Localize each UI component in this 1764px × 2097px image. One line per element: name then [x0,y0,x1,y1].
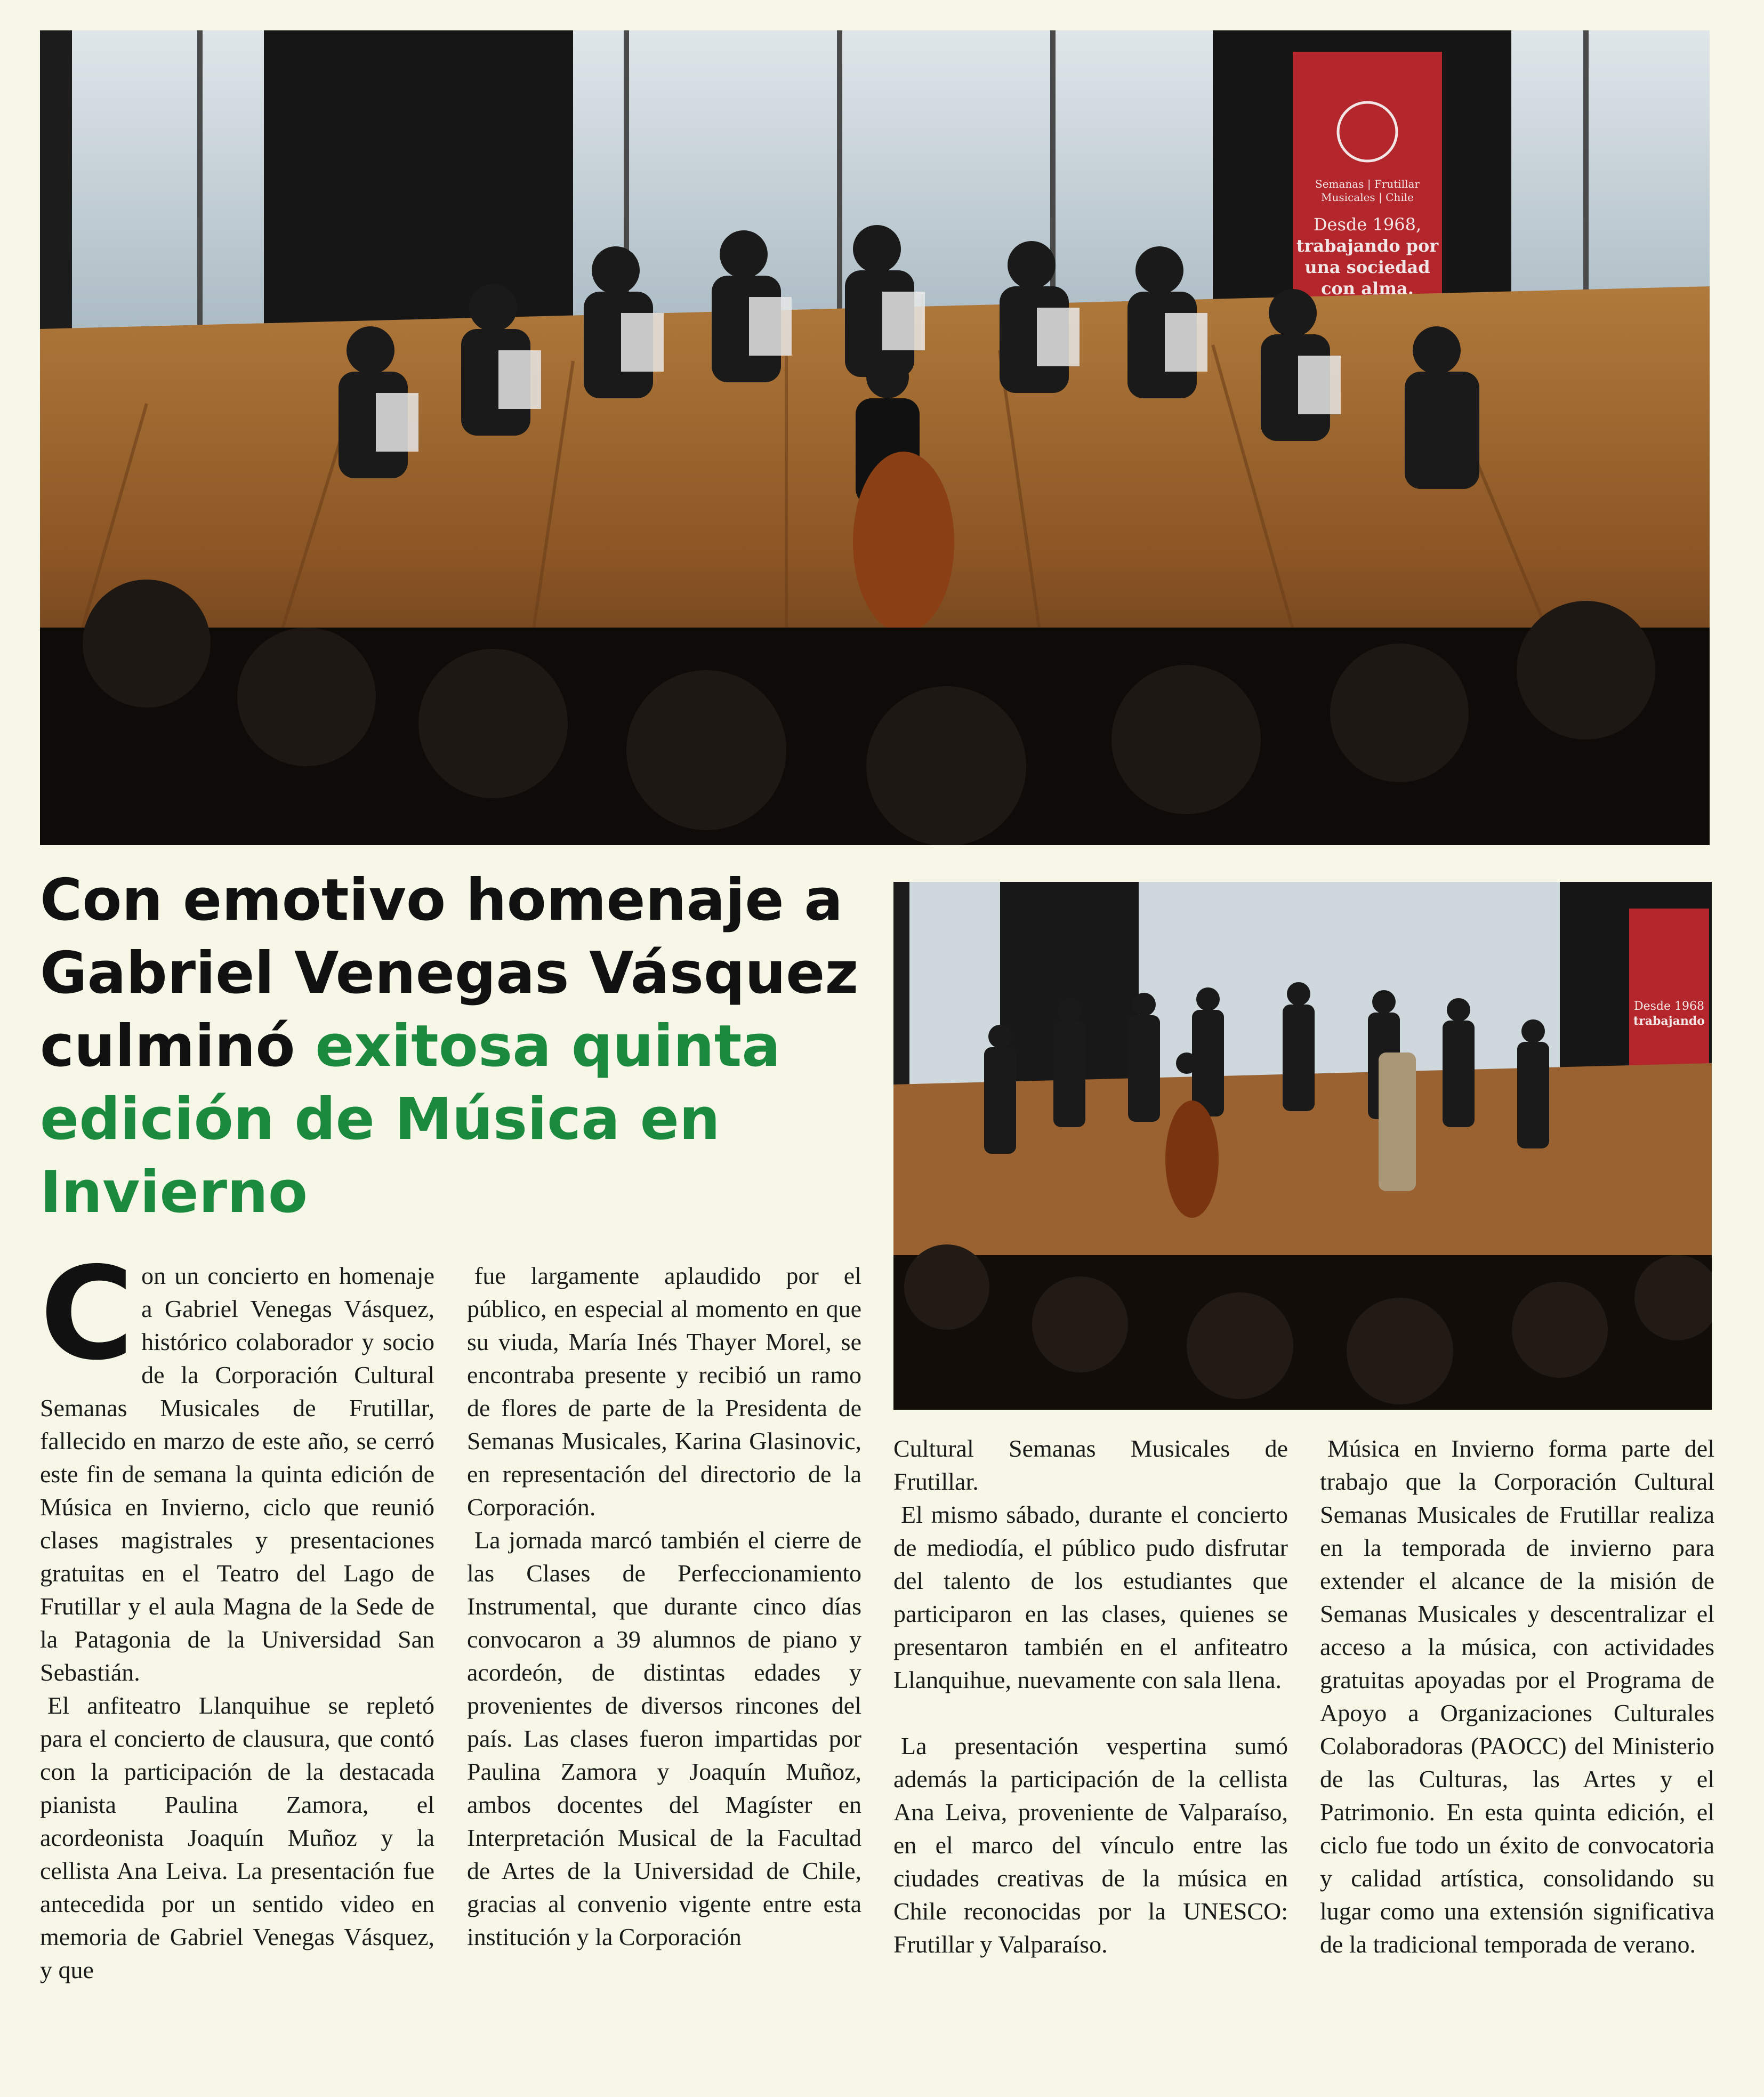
concert-photo-top [40,30,1710,845]
drop-cap: C [40,1239,134,1388]
paragraph-text: on un concierto en homenaje a Gabriel Venegas Vásquez, histórico colaborador y socio de la Corporación Cultural Semanas Musicales de Frutillar, fallecido en marzo de este año, se cerró este fin de semana la quinta edición de Música en Invierno, ciclo que reunió clases magistrales y presentaciones gratuitas en el Teatro del Lago de Frutillar y el aula Magna de la Sede de la Patagonia de la Universidad San Sebastián. [40,1262,434,1686]
article-column-4 [1320,1432,1714,1961]
article-paragraph: La presentación vespertina sumó además la participación de la cellista Ana Leiva, proveniente de Valparaíso, en el marco del vínculo entre las ciudades creativas de la música en Chile reconocidas por la UNESCO: Frutillar y Valparaíso. [893,1732,1288,1958]
banner-text-line: Desde 1968, [1313,214,1422,235]
article-paragraph: La jornada marcó también el cierre de las Clases de Perfeccionamiento Instrumental, que durante cinco días convocaron a 39 alumnos de piano y acordeón, de distintas edades y provenientes de diversos rincones del país. Las clases fueron impartidas por Paulina Zamora y Joaquín Muñoz, ambos docentes del Magíster en Interpretación Musical de la Facultad de Artes de la Universidad de Chile, gracias al convenio vigente entre esta institución y la Corporación [467,1526,861,1950]
article-paragraph: El anfiteatro Llanquihue se repletó para el concierto de clausura, que contó con la participación de la destacada pianista Paulina Zamora, el acordeonista Joaquín Muñoz y la cellista Ana Leiva. La presentación fue antecedida por un sentido video en memoria de Gabriel Venegas Vásquez, y que [40,1692,434,1983]
banner-text-line: trabajando por [1296,236,1439,256]
article-paragraph: Cultural Semanas Musicales de Frutillar. [893,1435,1288,1495]
banner-text-line: Desde 1968 [1633,1000,1705,1013]
article-column-3 [893,1432,1288,1961]
banner-text-line: Semanas | Frutillar [1315,178,1420,190]
banner-text-line: Musicales | Chile [1321,191,1414,204]
article-column-2 [467,1259,861,1954]
banner-text-line: una sociedad [1304,257,1430,277]
headline-green-part: exitosa quinta edición de Música en Invierno [40,1013,781,1226]
article-paragraph: El mismo sábado, durante el concierto de mediodía, el público pudo disfrutar del talento de los estudiantes que participaron en las clases, quienes se presentaron también en el anfiteatro Llanquihue, nuevamente con sala llena. [893,1501,1288,1693]
concert-photo-accordion-ensemble-cello-icon [40,30,1710,845]
headline-black-part: Con emotivo homenaje a Gabriel Venegas Vásquez culminó [40,867,859,1080]
article-paragraph: fue largamente aplaudido por el público, en especial al momento en que su viuda, María Inés Thayer Morel, se encontraba presente y recibió un ramo de flores de parte de la Presidenta de Semanas Musicales, Karina Glasinovic, en representación del directorio de la Corporación. [467,1262,861,1521]
article-paragraph: Música en Invierno forma parte del trabajo que la Corporación Cultural Semanas Musicales de Frutillar realiza en la temporada de invierno para extender el alcance de la misión de Semanas Musicales y descentralizar el acceso a la música, con actividades gratuitas apoyadas por el Programa de Apoyo a Organizaciones Culturales Colaboradoras (PAOCC) del Ministerio de las Culturas, las Artes y el Patrimonio. En esta quinta edición, el ciclo fue todo un éxito de convocatoria y calidad artística, consolidando su lugar como una extensión significativa de la tradicional temporada de verano. [1320,1435,1714,1958]
article-paragraph [40,1239,434,1689]
banner-text-line: trabajando [1633,1014,1705,1028]
banner-text-line: con alma. [1321,278,1414,299]
article-column-1 [40,1239,434,1987]
concert-photo-ensemble-bow-icon [893,882,1712,1410]
concert-photo-right [893,882,1712,1410]
article-headline [40,864,872,1229]
